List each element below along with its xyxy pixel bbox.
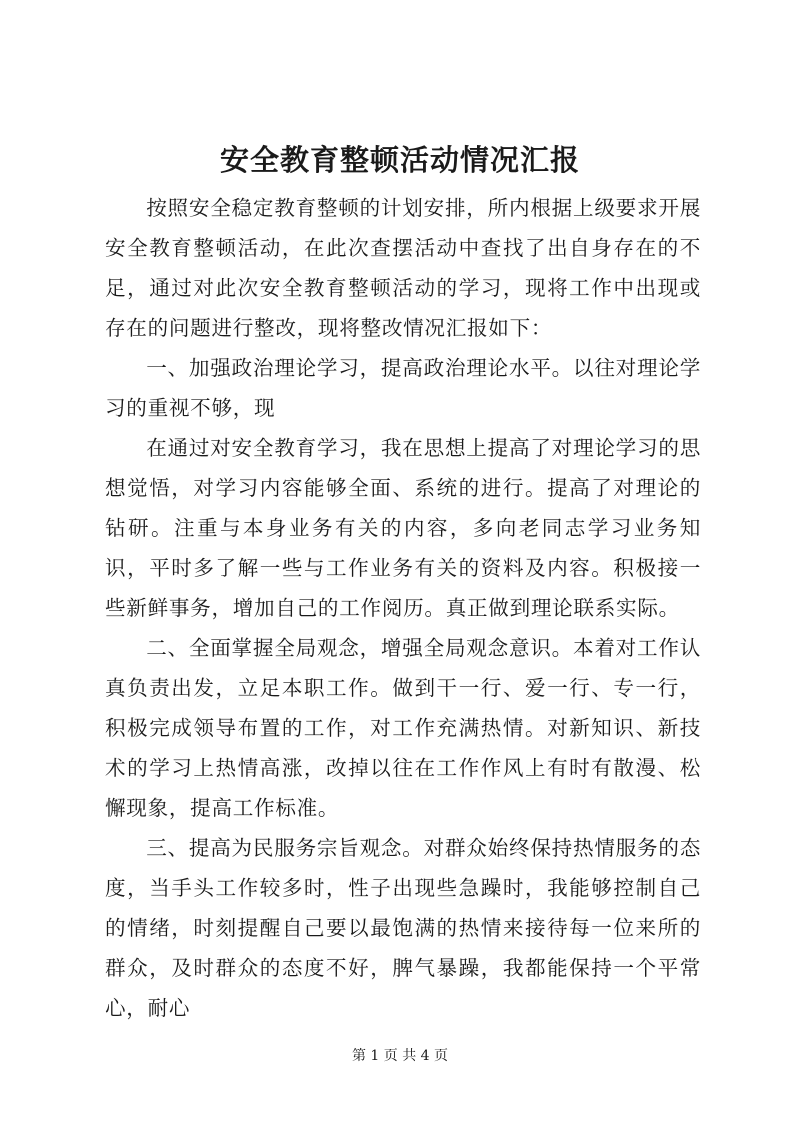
paragraph-section-1-heading: 一、加强政治理论学习，提高政治理论水平。以往对理论学习的重视不够，现 [105,356,701,420]
paragraph-section-2: 二、全面掌握全局观念，增强全局观念意识。本着对工作认真负责出发，立足本职工作。做到干一行、爱一行、专一行，积极完成领导布置的工作，对工作充满热情。对新知识、新技术的学习上热情高涨，改掉以往在工作作风上有时有散漫、松懈现象，提高工作标准。 [105,636,701,820]
document-title: 安全教育整顿活动情况汇报 [219,143,580,177]
document-body [105,188,701,1028]
paragraph-intro: 按照安全稳定教育整顿的计划安排，所内根据上级要求开展安全教育整顿活动，在此次查摆活动中查找了出自身存在的不足，通过对此次安全教育整顿活动的学习，现将工作中出现或存在的问题进行整改，现将整改情况汇报如下： [105,196,701,340]
paragraph-section-1-body: 在通过对安全教育学习，我在思想上提高了对理论学习的思想觉悟，对学习内容能够全面、系统的进行。提高了对理论的钻研。注重与本身业务有关的内容，多向老同志学习业务知识，平时多了解一些与工作业务有关的资料及内容。积极接一些新鲜事务，增加自己的工作阅历。真正做到理论联系实际。 [105,436,701,620]
page-number-footer: 第 1 页 共 4 页 [351,1048,449,1064]
paragraph-section-3: 三、提高为民服务宗旨观念。对群众始终保持热情服务的态度，当手头工作较多时，性子出现些急躁时，我能够控制自己的情绪，时刻提醒自己要以最饱满的热情来接待每一位来所的群众，及时群众的态度不好，脾气暴躁，我都能保持一个平常心，耐心 [105,836,701,1020]
